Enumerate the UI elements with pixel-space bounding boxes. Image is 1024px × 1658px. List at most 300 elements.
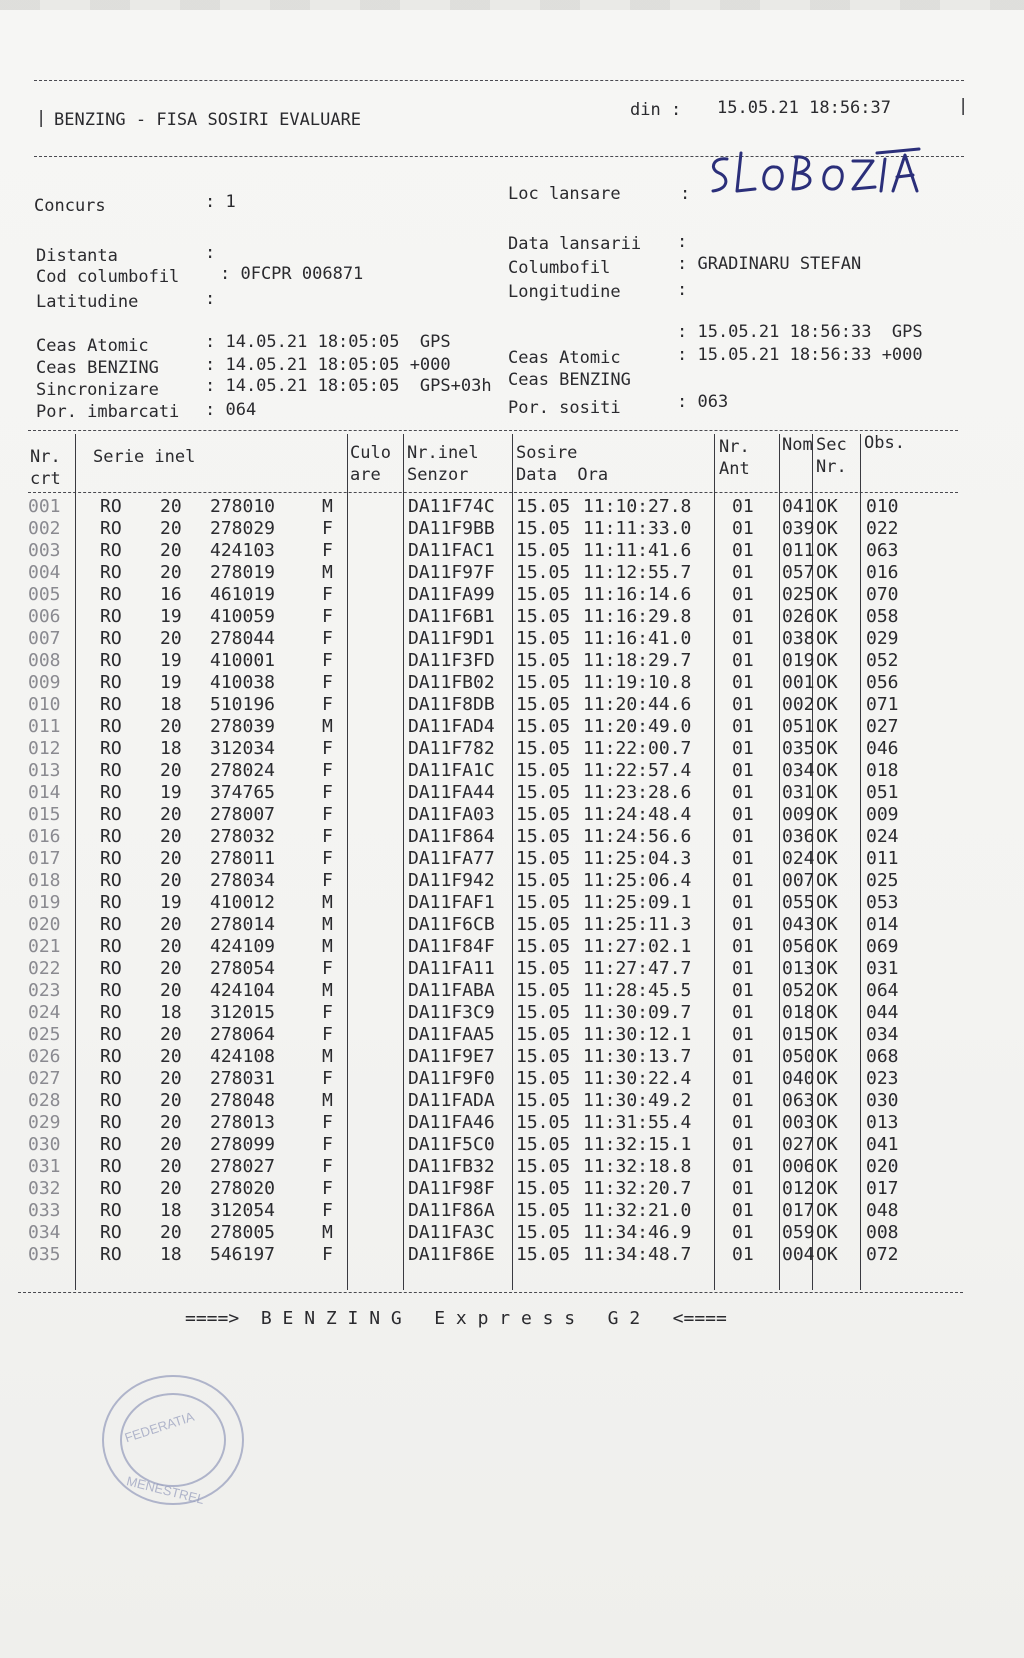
cell-an: 19: [160, 892, 182, 913]
cell-sex: F: [322, 958, 333, 979]
table-row: [0, 716, 1024, 738]
cell-an: 20: [160, 1112, 182, 1133]
cell-ora: 11:32:18.8: [583, 1156, 692, 1177]
cell-ant: 01: [732, 1002, 754, 1023]
cell-ant: 01: [732, 584, 754, 605]
cell-obs: 016: [866, 562, 899, 583]
cell-an: 20: [160, 716, 182, 737]
date-label: din :: [630, 100, 682, 120]
cell-crt: 024: [28, 1002, 61, 1023]
cell-nom: 036: [782, 826, 815, 847]
cell-ant: 01: [732, 1244, 754, 1265]
cell-nom: 043: [782, 914, 815, 935]
cell-senzor: DA11FAA5: [408, 1024, 495, 1045]
cell-obs: 071: [866, 694, 899, 715]
cell-nr: 278007: [210, 804, 276, 825]
ceas-benzing-start-value: : 14.05.21 18:05:05 +000: [205, 355, 451, 375]
cell-data: 15.05: [516, 1002, 571, 1023]
cell-an: 20: [160, 1134, 182, 1155]
cell-sec: OK: [816, 1068, 838, 1089]
cell-an: 18: [160, 1244, 182, 1265]
table-row: [0, 1134, 1024, 1156]
cell-tara: RO: [100, 760, 122, 781]
cell-an: 18: [160, 738, 182, 759]
cell-obs: 068: [866, 1046, 899, 1067]
cell-an: 20: [160, 980, 182, 1001]
cell-ant: 01: [732, 1178, 754, 1199]
table-row: [0, 782, 1024, 804]
cell-ant: 01: [732, 650, 754, 671]
cell-nr: 312054: [210, 1200, 276, 1221]
cell-tara: RO: [100, 562, 122, 583]
cell-obs: 052: [866, 650, 899, 671]
cell-senzor: DA11FA3C: [408, 1222, 495, 1243]
cell-senzor: DA11FA46: [408, 1112, 495, 1133]
cell-senzor: DA11F782: [408, 738, 495, 759]
cell-tara: RO: [100, 1178, 122, 1199]
cell-nom: 012: [782, 1178, 815, 1199]
cell-obs: 014: [866, 914, 899, 935]
cell-obs: 058: [866, 606, 899, 627]
cell-sex: F: [322, 672, 333, 693]
cell-an: 18: [160, 1200, 182, 1221]
cell-tara: RO: [100, 980, 122, 1001]
concurs-value: : 1: [205, 192, 236, 212]
cell-crt: 026: [28, 1046, 61, 1067]
cell-sex: M: [322, 1090, 333, 1111]
report-date: 15.05.21 18:56:37: [717, 98, 891, 118]
cell-ora: 11:25:04.3: [583, 848, 692, 869]
cell-ora: 11:32:15.1: [583, 1134, 692, 1155]
cell-sec: OK: [816, 694, 838, 715]
cell-nom: 055: [782, 892, 815, 913]
cell-tara: RO: [100, 672, 122, 693]
cell-an: 19: [160, 650, 182, 671]
cell-sec: OK: [816, 1178, 838, 1199]
table-row: [0, 914, 1024, 936]
cell-senzor: DA11F97F: [408, 562, 495, 583]
cell-nr: 278010: [210, 496, 276, 517]
cell-ora: 11:11:33.0: [583, 518, 692, 539]
cell-data: 15.05: [516, 804, 571, 825]
cell-sec: OK: [816, 782, 838, 803]
cell-obs: 023: [866, 1068, 899, 1089]
cell-data: 15.05: [516, 1222, 571, 1243]
cell-sex: F: [322, 1068, 333, 1089]
cell-ora: 11:16:41.0: [583, 628, 692, 649]
cell-ant: 01: [732, 782, 754, 803]
cell-tara: RO: [100, 804, 122, 825]
ceas-atomic-start-value: : 14.05.21 18:05:05 GPS: [205, 332, 451, 352]
header-culoare-line2: are: [350, 465, 381, 485]
cell-an: 18: [160, 1002, 182, 1023]
cell-crt: 010: [28, 694, 61, 715]
cell-nr: 312034: [210, 738, 276, 759]
cell-sex: M: [322, 1046, 333, 1067]
footer-banner: ====> B E N Z I N G E x p r e s s G 2 <====: [185, 1308, 727, 1329]
cell-data: 15.05: [516, 606, 571, 627]
cell-sec: OK: [816, 1002, 838, 1023]
cell-obs: 034: [866, 1024, 899, 1045]
cell-sec: OK: [816, 716, 838, 737]
cell-ant: 01: [732, 694, 754, 715]
cell-data: 15.05: [516, 1178, 571, 1199]
loc-lansare-sep: :: [680, 184, 691, 204]
header-nr-ant-line1: Nr.: [719, 437, 750, 457]
cell-nr: 410001: [210, 650, 276, 671]
cell-obs: 031: [866, 958, 899, 979]
cell-ora: 11:34:48.7: [583, 1244, 692, 1265]
cell-ora: 11:27:02.1: [583, 936, 692, 957]
cell-sec: OK: [816, 738, 838, 759]
cell-data: 15.05: [516, 540, 571, 561]
ceas-benzing-start-label: Ceas BENZING: [36, 358, 159, 378]
cell-nr: 278054: [210, 958, 276, 979]
cell-tara: RO: [100, 518, 122, 539]
cell-nom: 040: [782, 1068, 815, 1089]
cell-senzor: DA11F8DB: [408, 694, 495, 715]
cell-nom: 056: [782, 936, 815, 957]
cell-an: 20: [160, 848, 182, 869]
title-left-bar: |: [36, 108, 47, 128]
cell-tara: RO: [100, 1046, 122, 1067]
cell-crt: 025: [28, 1024, 61, 1045]
table-row: [0, 584, 1024, 606]
cell-senzor: DA11FAC1: [408, 540, 495, 561]
cell-nom: 019: [782, 650, 815, 671]
cell-ora: 11:24:48.4: [583, 804, 692, 825]
latitudine-label: Latitudine: [36, 292, 139, 312]
cell-sec: OK: [816, 628, 838, 649]
table-row: [0, 1068, 1024, 1090]
cell-sec: OK: [816, 1156, 838, 1177]
cell-crt: 030: [28, 1134, 61, 1155]
cell-nom: 057: [782, 562, 815, 583]
cell-sec: OK: [816, 1200, 838, 1221]
cell-nr: 278034: [210, 870, 276, 891]
cell-data: 15.05: [516, 496, 571, 517]
cell-tara: RO: [100, 1244, 122, 1265]
cell-an: 20: [160, 1178, 182, 1199]
svg-text:MENESTREL: MENESTREL: [125, 1473, 206, 1508]
cell-sex: F: [322, 1024, 333, 1045]
cell-obs: 053: [866, 892, 899, 913]
header-obs: Obs.: [864, 433, 905, 453]
cell-data: 15.05: [516, 1024, 571, 1045]
cell-crt: 018: [28, 870, 61, 891]
table-top-rule: [28, 430, 958, 431]
cell-nr: 278024: [210, 760, 276, 781]
cell-ora: 11:10:27.8: [583, 496, 692, 517]
cell-nom: 004: [782, 1244, 815, 1265]
table-row: [0, 672, 1024, 694]
cell-data: 15.05: [516, 1068, 571, 1089]
cell-ora: 11:25:11.3: [583, 914, 692, 935]
cell-senzor: DA11FAD4: [408, 716, 495, 737]
cell-data: 15.05: [516, 562, 571, 583]
cell-sex: M: [322, 980, 333, 1001]
cell-an: 19: [160, 672, 182, 693]
cell-sec: OK: [816, 562, 838, 583]
cell-crt: 012: [28, 738, 61, 759]
cell-tara: RO: [100, 870, 122, 891]
cell-nom: 009: [782, 804, 815, 825]
ceas-atomic-arrival-label: Ceas Atomic: [508, 348, 621, 368]
cell-nr: 312015: [210, 1002, 276, 1023]
cell-senzor: DA11F74C: [408, 496, 495, 517]
cell-data: 15.05: [516, 1200, 571, 1221]
cell-sex: F: [322, 1112, 333, 1133]
cell-ora: 11:34:46.9: [583, 1222, 692, 1243]
distanta-label: Distanta: [36, 246, 118, 266]
cell-sex: F: [322, 870, 333, 891]
cell-obs: 011: [866, 848, 899, 869]
columbofil-label: Columbofil: [508, 258, 611, 278]
cell-nr: 374765: [210, 782, 276, 803]
header-sec-line1: Sec: [816, 435, 847, 455]
cell-ant: 01: [732, 1046, 754, 1067]
cell-nr: 278013: [210, 1112, 276, 1133]
cell-ora: 11:22:00.7: [583, 738, 692, 759]
cell-obs: 064: [866, 980, 899, 1001]
cell-crt: 016: [28, 826, 61, 847]
cell-tara: RO: [100, 1222, 122, 1243]
cell-sex: F: [322, 694, 333, 715]
cell-ora: 11:24:56.6: [583, 826, 692, 847]
cell-senzor: DA11F9D1: [408, 628, 495, 649]
cell-nr: 424109: [210, 936, 276, 957]
header-sosire-line1: Sosire: [516, 443, 578, 463]
cell-data: 15.05: [516, 936, 571, 957]
cell-nom: 052: [782, 980, 815, 1001]
cell-sec: OK: [816, 1112, 838, 1133]
table-row: [0, 1112, 1024, 1134]
table-bottom-rule: [18, 1292, 963, 1293]
header-culoare: [350, 442, 391, 486]
cell-senzor: DA11F864: [408, 826, 495, 847]
header-nr-crt: [30, 446, 61, 490]
por-sositi-value: : 063: [677, 392, 729, 412]
cell-nom: 050: [782, 1046, 815, 1067]
cod-columbofil-label: Cod columbofil: [36, 267, 180, 287]
cell-ant: 01: [732, 1024, 754, 1045]
cell-an: 20: [160, 804, 182, 825]
cell-nom: 027: [782, 1134, 815, 1155]
cell-senzor: DA11FA1C: [408, 760, 495, 781]
header-sosire-line2: Data Ora: [516, 465, 609, 485]
cell-ora: 11:22:57.4: [583, 760, 692, 781]
cell-tara: RO: [100, 782, 122, 803]
header-nr-inel-line1: Nr.inel: [407, 443, 479, 463]
cell-an: 20: [160, 826, 182, 847]
cell-nr: 278031: [210, 1068, 276, 1089]
cell-an: 18: [160, 694, 182, 715]
cell-sec: OK: [816, 1222, 838, 1243]
cell-obs: 056: [866, 672, 899, 693]
cell-crt: 003: [28, 540, 61, 561]
cell-ora: 11:30:49.2: [583, 1090, 692, 1111]
cell-ora: 11:32:21.0: [583, 1200, 692, 1221]
cell-sex: F: [322, 760, 333, 781]
cell-crt: 008: [28, 650, 61, 671]
cell-crt: 019: [28, 892, 61, 913]
cell-crt: 035: [28, 1244, 61, 1265]
cell-data: 15.05: [516, 958, 571, 979]
cell-sex: F: [322, 628, 333, 649]
cell-data: 15.05: [516, 848, 571, 869]
cell-crt: 032: [28, 1178, 61, 1199]
cell-ora: 11:27:47.7: [583, 958, 692, 979]
cell-crt: 001: [28, 496, 61, 517]
cell-sec: OK: [816, 672, 838, 693]
table-row: [0, 518, 1024, 540]
ceas-atomic-start-label: Ceas Atomic: [36, 336, 149, 356]
cell-ant: 01: [732, 1222, 754, 1243]
cell-sec: OK: [816, 980, 838, 1001]
cell-ant: 01: [732, 1134, 754, 1155]
cell-crt: 031: [28, 1156, 61, 1177]
cell-sex: F: [322, 1002, 333, 1023]
cell-data: 15.05: [516, 1090, 571, 1111]
cell-senzor: DA11F942: [408, 870, 495, 891]
table-row: [0, 936, 1024, 958]
cell-crt: 017: [28, 848, 61, 869]
cell-nom: 035: [782, 738, 815, 759]
cell-nr: 278044: [210, 628, 276, 649]
header-culoare-line1: Culo: [350, 443, 391, 463]
cell-sex: F: [322, 1134, 333, 1155]
data-lansarii-label: Data lansarii: [508, 234, 642, 254]
cell-tara: RO: [100, 606, 122, 627]
cell-crt: 034: [28, 1222, 61, 1243]
cell-ant: 01: [732, 496, 754, 517]
table-row: [0, 870, 1024, 892]
cell-data: 15.05: [516, 1112, 571, 1133]
cell-crt: 004: [28, 562, 61, 583]
cell-nr: 278014: [210, 914, 276, 935]
cell-data: 15.05: [516, 826, 571, 847]
cell-sec: OK: [816, 760, 838, 781]
cell-nom: 006: [782, 1156, 815, 1177]
cell-ant: 01: [732, 826, 754, 847]
cell-sec: OK: [816, 606, 838, 627]
cell-an: 20: [160, 540, 182, 561]
ceas-benzing-arrival-value: : 15.05.21 18:56:33 +000: [677, 345, 923, 365]
cell-ant: 01: [732, 628, 754, 649]
cell-sec: OK: [816, 936, 838, 957]
cell-ant: 01: [732, 738, 754, 759]
cell-obs: 022: [866, 518, 899, 539]
cell-obs: 009: [866, 804, 899, 825]
table-row: [0, 628, 1024, 650]
cell-crt: 002: [28, 518, 61, 539]
handwritten-location: [705, 145, 925, 205]
cell-obs: 069: [866, 936, 899, 957]
header-sosire: [516, 442, 608, 486]
por-imbarcati-value: : 064: [205, 400, 257, 420]
cell-senzor: DA11F6CB: [408, 914, 495, 935]
cell-ora: 11:20:44.6: [583, 694, 692, 715]
cell-senzor: DA11F86E: [408, 1244, 495, 1265]
cell-nr: 278032: [210, 826, 276, 847]
cell-an: 16: [160, 584, 182, 605]
cell-nr: 278048: [210, 1090, 276, 1111]
cell-nom: 026: [782, 606, 815, 627]
header-nr-inel-line2: Senzor: [407, 465, 469, 485]
cell-senzor: DA11FAF1: [408, 892, 495, 913]
cell-nom: 034: [782, 760, 815, 781]
cell-crt: 013: [28, 760, 61, 781]
cell-crt: 015: [28, 804, 61, 825]
cell-an: 20: [160, 1222, 182, 1243]
sincronizare-label: Sincronizare: [36, 380, 159, 400]
cell-senzor: DA11FADA: [408, 1090, 495, 1111]
cell-tara: RO: [100, 716, 122, 737]
cell-sex: F: [322, 848, 333, 869]
cell-nom: 039: [782, 518, 815, 539]
cell-senzor: DA11F3FD: [408, 650, 495, 671]
cell-obs: 018: [866, 760, 899, 781]
cell-sex: F: [322, 518, 333, 539]
cell-obs: 046: [866, 738, 899, 759]
cell-nom: 015: [782, 1024, 815, 1045]
cell-nom: 025: [782, 584, 815, 605]
header-serie-inel: Serie inel: [93, 447, 196, 467]
cell-ant: 01: [732, 804, 754, 825]
cell-senzor: DA11F9BB: [408, 518, 495, 539]
cell-sec: OK: [816, 870, 838, 891]
cell-ant: 01: [732, 914, 754, 935]
cell-data: 15.05: [516, 892, 571, 913]
cell-nr: 410059: [210, 606, 276, 627]
cell-obs: 017: [866, 1178, 899, 1199]
cell-an: 20: [160, 562, 182, 583]
cell-sex: F: [322, 1244, 333, 1265]
cell-tara: RO: [100, 628, 122, 649]
table-row: [0, 496, 1024, 518]
cell-ora: 11:32:20.7: [583, 1178, 692, 1199]
title-top-rule: [34, 80, 964, 81]
distanta-value: :: [205, 243, 216, 263]
cell-crt: 006: [28, 606, 61, 627]
cell-nr: 278011: [210, 848, 276, 869]
cell-crt: 033: [28, 1200, 61, 1221]
table-row: [0, 562, 1024, 584]
table-row: [0, 1244, 1024, 1266]
cell-sec: OK: [816, 848, 838, 869]
cell-nr: 278099: [210, 1134, 276, 1155]
cell-an: 20: [160, 914, 182, 935]
cell-crt: 023: [28, 980, 61, 1001]
cell-nr: 424104: [210, 980, 276, 1001]
cell-tara: RO: [100, 1156, 122, 1177]
cell-data: 15.05: [516, 716, 571, 737]
cell-nr: 278039: [210, 716, 276, 737]
cell-sex: F: [322, 584, 333, 605]
cell-nom: 011: [782, 540, 815, 561]
cell-sec: OK: [816, 804, 838, 825]
cell-sec: OK: [816, 584, 838, 605]
cell-ora: 11:16:29.8: [583, 606, 692, 627]
cell-sec: OK: [816, 1046, 838, 1067]
table-row: [0, 1046, 1024, 1068]
cell-nom: 031: [782, 782, 815, 803]
cell-tara: RO: [100, 848, 122, 869]
cell-sec: OK: [816, 914, 838, 935]
cell-ora: 11:30:13.7: [583, 1046, 692, 1067]
cell-sex: F: [322, 1156, 333, 1177]
cell-senzor: DA11FABA: [408, 980, 495, 1001]
